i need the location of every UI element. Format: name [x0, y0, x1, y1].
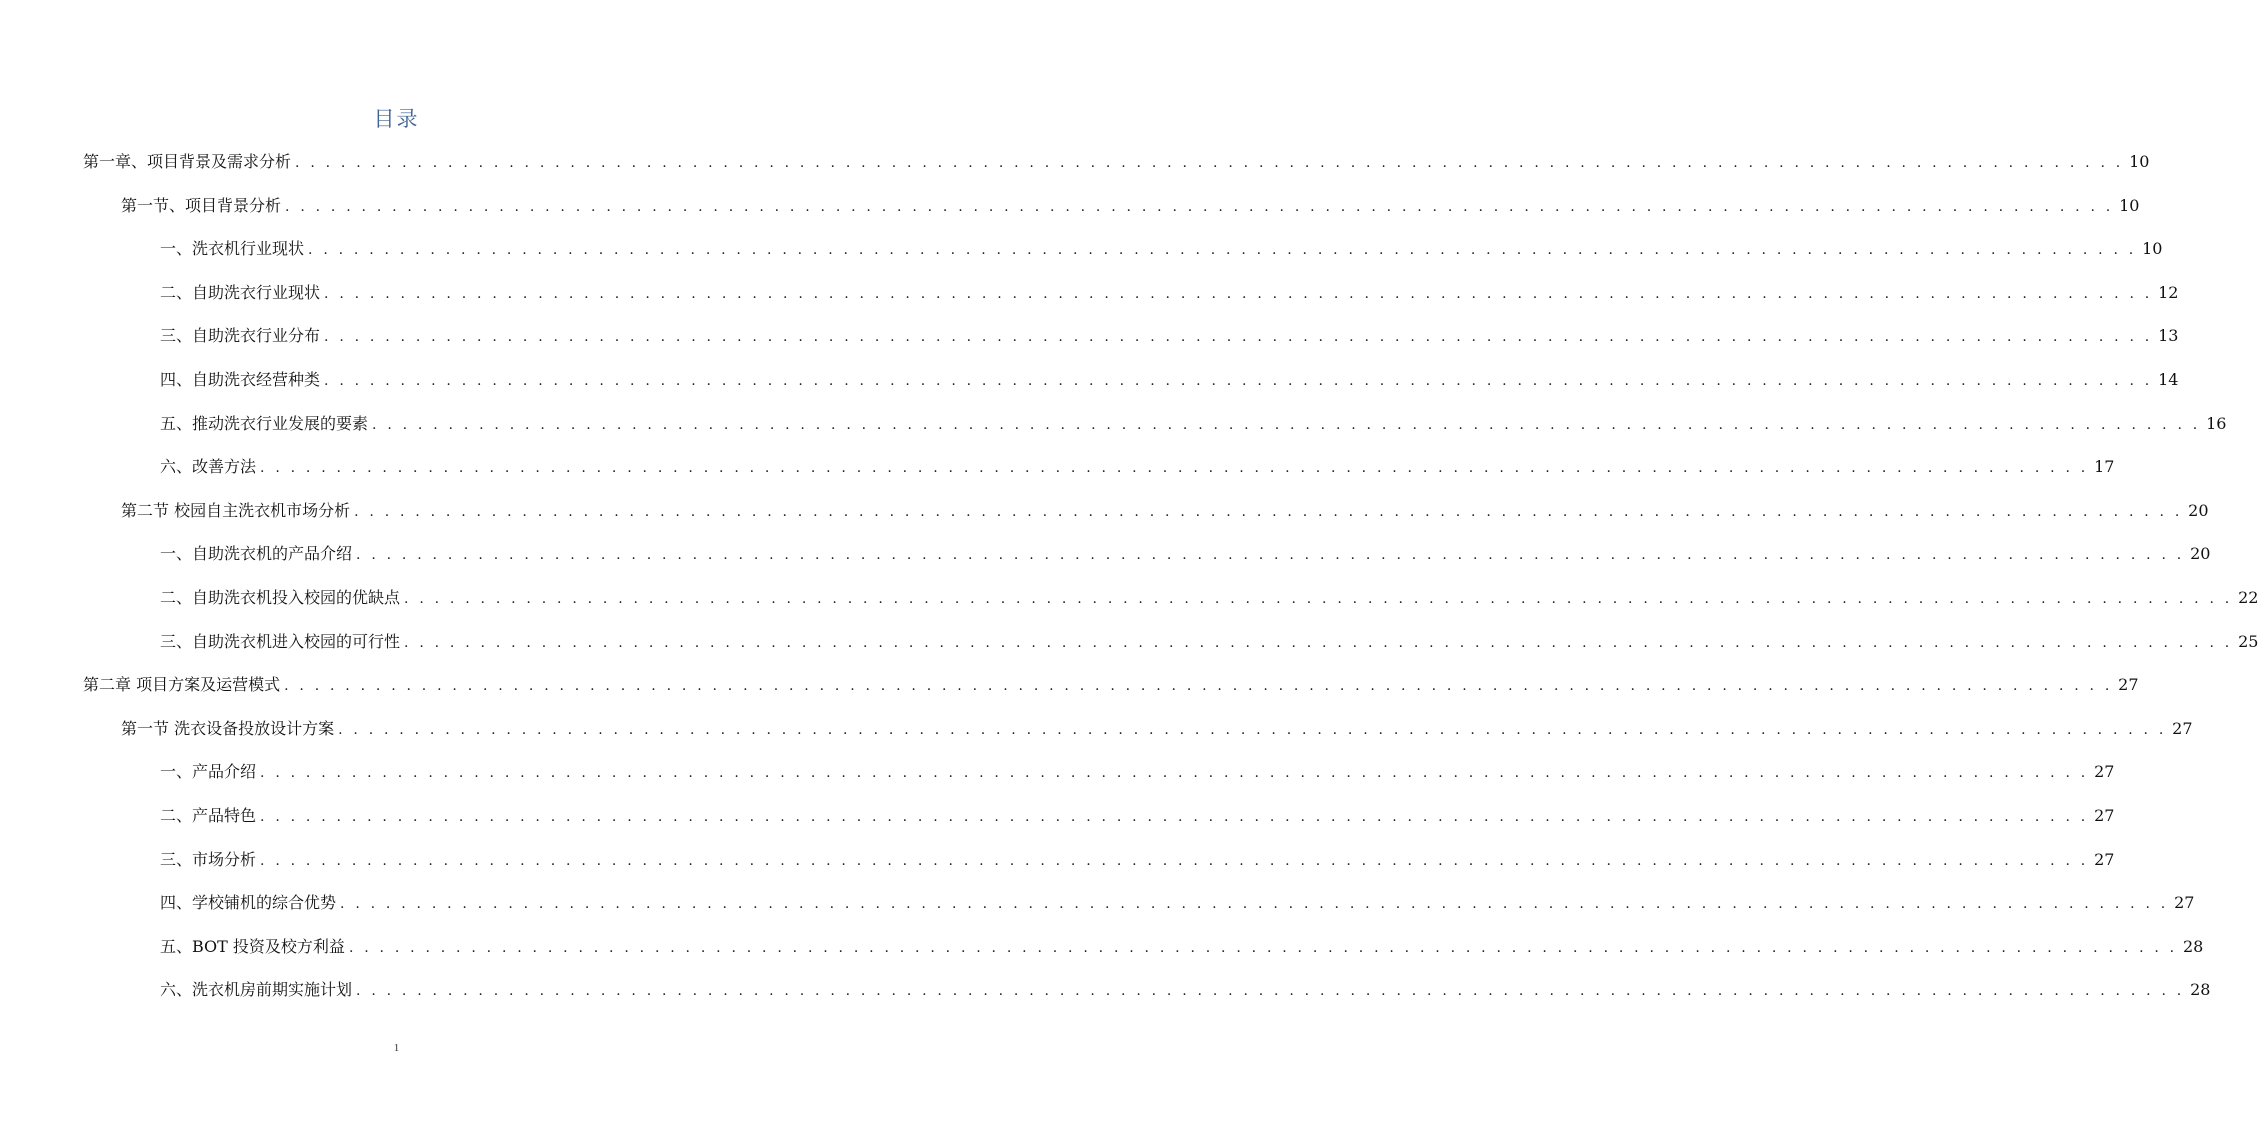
toc-dot-leader: . . . . . . . . . . . . . . . . . . . . . . . . . . . . . . . . . . . . . . . . . . . . . . . . . . . . . . . . . . . . . . . . . . . . . . . . . . . . . . . . . . . . . . . . . . . . . . . . . . . . . . . . . . . . . . . . . . . . . . . .: [356, 983, 2185, 1000]
toc-entry-label: 三、市场分析: [160, 849, 257, 869]
toc-entry-page: 10: [2119, 195, 2140, 215]
toc-entry-label: 六、改善方法: [160, 457, 257, 477]
toc-entry-page: 27: [2094, 849, 2115, 869]
toc-entry[interactable]: [160, 278, 2179, 308]
toc-dot-leader: . . . . . . . . . . . . . . . . . . . . . . . . . . . . . . . . . . . . . . . . . . . . . . . . . . . . . . . . . . . . . . . . . . . . . . . . . . . . . . . . . . . . . . . . . . . . . . . . . . . . . . . . . . . . . . . . . . . . . . . .: [285, 198, 2114, 215]
toc-entry-page: 22: [2238, 588, 2258, 607]
toc-dot-leader: . . . . . . . . . . . . . . . . . . . . . . . . . . . . . . . . . . . . . . . . . . . . . . . . . . . . . . . . . . . . . . . . . . . . . . . . . . . . . . . . . . . . . . . . . . . . . . . . . . . . . . . . . . . . . . . . . . . . . . . .: [404, 634, 2233, 651]
toc-entry-label: 五、BOT 投资及校方利益: [160, 936, 345, 956]
toc-dot-leader: . . . . . . . . . . . . . . . . . . . . . . . . . . . . . . . . . . . . . . . . . . . . . . . . . . . . . . . . . . . . . . . . . . . . . . . . . . . . . . . . . . . . . . . . . . . . . . . . . . . . . . . . . . . . . . . . . . . . . . . .: [340, 896, 2169, 913]
toc-entry-label: 二、产品特色: [160, 806, 257, 825]
toc-entry-page: 25: [2238, 631, 2258, 651]
toc-entry[interactable]: [160, 801, 2115, 831]
toc-entry[interactable]: [160, 452, 2115, 482]
toc-entry-label: 三、自助洗衣机进入校园的可行性: [160, 631, 401, 651]
toc-dot-leader: . . . . . . . . . . . . . . . . . . . . . . . . . . . . . . . . . . . . . . . . . . . . . . . . . . . . . . . . . . . . . . . . . . . . . . . . . . . . . . . . . . . . . . . . . . . . . . . . . . . . . . . . . . . . . . . . . . . . . . . .: [260, 765, 2089, 782]
toc-dot-leader: . . . . . . . . . . . . . . . . . . . . . . . . . . . . . . . . . . . . . . . . . . . . . . . . . . . . . . . . . . . . . . . . . . . . . . . . . . . . . . . . . . . . . . . . . . . . . . . . . . . . . . . . . . . . . . . . . . . . . . . .: [308, 242, 2137, 259]
toc-entry-label: 第一节 洗衣设备投放设计方案: [121, 718, 335, 738]
toc-dot-leader: . . . . . . . . . . . . . . . . . . . . . . . . . . . . . . . . . . . . . . . . . . . . . . . . . . . . . . . . . . . . . . . . . . . . . . . . . . . . . . . . . . . . . . . . . . . . . . . . . . . . . . . . . . . . . . . . . . . . . . . .: [260, 460, 2089, 477]
toc-dot-leader: . . . . . . . . . . . . . . . . . . . . . . . . . . . . . . . . . . . . . . . . . . . . . . . . . . . . . . . . . . . . . . . . . . . . . . . . . . . . . . . . . . . . . . . . . . . . . . . . . . . . . . . . . . . . . . . . . . . . . . . .: [324, 373, 2153, 389]
toc-dot-leader: . . . . . . . . . . . . . . . . . . . . . . . . . . . . . . . . . . . . . . . . . . . . . . . . . . . . . . . . . . . . . . . . . . . . . . . . . . . . . . . . . . . . . . . . . . . . . . . . . . . . . . . . . . . . . . . . . . . . . . . .: [260, 852, 2089, 869]
toc-entry[interactable]: [160, 627, 2258, 657]
toc-entry[interactable]: [160, 845, 2115, 875]
toc-dot-leader: . . . . . . . . . . . . . . . . . . . . . . . . . . . . . . . . . . . . . . . . . . . . . . . . . . . . . . . . . . . . . . . . . . . . . . . . . . . . . . . . . . . . . . . . . . . . . . . . . . . . . . . . . . . . . . . . . . . . . . . .: [295, 155, 2124, 171]
toc-entry[interactable]: [160, 539, 2211, 569]
toc-dot-leader: . . . . . . . . . . . . . . . . . . . . . . . . . . . . . . . . . . . . . . . . . . . . . . . . . . . . . . . . . . . . . . . . . . . . . . . . . . . . . . . . . . . . . . . . . . . . . . . . . . . . . . . . . . . . . . . . . . . . . . . .: [348, 939, 2178, 956]
toc-dot-leader: . . . . . . . . . . . . . . . . . . . . . . . . . . . . . . . . . . . . . . . . . . . . . . . . . . . . . . . . . . . . . . . . . . . . . . . . . . . . . . . . . . . . . . . . . . . . . . . . . . . . . . . . . . . . . . . . . . . . . . . .: [404, 591, 2233, 607]
toc-entry-label: 六、洗衣机房前期实施计划: [160, 980, 353, 1000]
toc-entry-label: 一、洗衣机行业现状: [160, 239, 305, 259]
toc-entry[interactable]: [160, 888, 2195, 918]
toc-entry-label: 第二章 项目方案及运营模式: [83, 675, 281, 695]
toc-entry-label: 五、推动洗衣行业发展的要素: [160, 413, 369, 433]
toc-title: 目录: [373, 107, 420, 131]
toc-dot-leader: . . . . . . . . . . . . . . . . . . . . . . . . . . . . . . . . . . . . . . . . . . . . . . . . . . . . . . . . . . . . . . . . . . . . . . . . . . . . . . . . . . . . . . . . . . . . . . . . . . . . . . . . . . . . . . . . . . . . . . . .: [324, 285, 2153, 302]
toc-dot-leader: . . . . . . . . . . . . . . . . . . . . . . . . . . . . . . . . . . . . . . . . . . . . . . . . . . . . . . . . . . . . . . . . . . . . . . . . . . . . . . . . . . . . . . . . . . . . . . . . . . . . . . . . . . . . . . . . . . . . . . . .: [260, 809, 2089, 825]
toc-entry-page: 10: [2142, 239, 2163, 259]
toc-entry-label: 第一章、项目背景及需求分析: [83, 152, 292, 171]
toc-entry-label: 四、自助洗衣经营种类: [160, 370, 321, 389]
toc-entry[interactable]: [121, 191, 2140, 221]
toc-entry-label: 二、自助洗衣行业现状: [160, 282, 321, 302]
toc-entry-page: 20: [2190, 544, 2211, 564]
toc-dot-leader: . . . . . . . . . . . . . . . . . . . . . . . . . . . . . . . . . . . . . . . . . . . . . . . . . . . . . . . . . . . . . . . . . . . . . . . . . . . . . . . . . . . . . . . . . . . . . . . . . . . . . . . . . . . . . . . . . . . . . . . .: [324, 329, 2153, 346]
toc-entry[interactable]: [160, 583, 2258, 613]
toc-entry[interactable]: [160, 234, 2163, 264]
toc-entry[interactable]: [160, 409, 2227, 439]
toc-entry-page: 27: [2118, 675, 2139, 695]
toc-entry-page: 28: [2190, 980, 2211, 1000]
toc-entry-page: 12: [2158, 282, 2179, 302]
toc-entry-page: 27: [2094, 762, 2115, 782]
toc-entry-page: 13: [2158, 326, 2179, 346]
toc-entry-label: 一、自助洗衣机的产品介绍: [160, 544, 353, 564]
toc-entry-page: 20: [2188, 500, 2209, 520]
toc-entry-label: 第一节、项目背景分析: [121, 195, 282, 215]
toc-dot-leader: . . . . . . . . . . . . . . . . . . . . . . . . . . . . . . . . . . . . . . . . . . . . . . . . . . . . . . . . . . . . . . . . . . . . . . . . . . . . . . . . . . . . . . . . . . . . . . . . . . . . . . . . . . . . . . . . . . . . . . . .: [354, 503, 2183, 520]
toc-entry-page: 16: [2206, 413, 2227, 433]
toc-entry[interactable]: [160, 365, 2179, 395]
toc-entry-page: 27: [2174, 893, 2195, 913]
toc-entry[interactable]: [121, 496, 2209, 526]
toc-dot-leader: . . . . . . . . . . . . . . . . . . . . . . . . . . . . . . . . . . . . . . . . . . . . . . . . . . . . . . . . . . . . . . . . . . . . . . . . . . . . . . . . . . . . . . . . . . . . . . . . . . . . . . . . . . . . . . . . . . . . . . . .: [338, 721, 2167, 738]
toc-entry-label: 四、学校铺机的综合优势: [160, 893, 337, 913]
page-number: 1: [393, 1042, 400, 1054]
toc-entry-label: 二、自助洗衣机投入校园的优缺点: [160, 588, 401, 607]
toc-dot-leader: . . . . . . . . . . . . . . . . . . . . . . . . . . . . . . . . . . . . . . . . . . . . . . . . . . . . . . . . . . . . . . . . . . . . . . . . . . . . . . . . . . . . . . . . . . . . . . . . . . . . . . . . . . . . . . . . . . . . . . . .: [356, 547, 2185, 564]
toc-entry-page: 27: [2094, 806, 2115, 825]
toc-entry[interactable]: [83, 670, 2139, 700]
toc-entry[interactable]: [83, 147, 2150, 177]
toc-entry[interactable]: [160, 321, 2179, 351]
toc-entry-label: 第二节 校园自主洗衣机市场分析: [121, 500, 351, 520]
toc-entry-label: 三、自助洗衣行业分布: [160, 326, 321, 346]
toc-entry[interactable]: [121, 714, 2193, 744]
toc-entry-page: 27: [2172, 718, 2193, 738]
toc-dot-leader: . . . . . . . . . . . . . . . . . . . . . . . . . . . . . . . . . . . . . . . . . . . . . . . . . . . . . . . . . . . . . . . . . . . . . . . . . . . . . . . . . . . . . . . . . . . . . . . . . . . . . . . . . . . . . . . . . . . . . . . .: [372, 416, 2201, 433]
toc-dot-leader: . . . . . . . . . . . . . . . . . . . . . . . . . . . . . . . . . . . . . . . . . . . . . . . . . . . . . . . . . . . . . . . . . . . . . . . . . . . . . . . . . . . . . . . . . . . . . . . . . . . . . . . . . . . . . . . . . . . . . . . .: [284, 678, 2113, 695]
toc-entry-label: 一、产品介绍: [160, 762, 257, 782]
toc-entry-page: 17: [2094, 457, 2115, 477]
toc-entry-page: 28: [2182, 936, 2204, 956]
toc-entry-page: 10: [2129, 152, 2150, 171]
toc-entry[interactable]: [160, 757, 2115, 787]
toc-entry[interactable]: [160, 975, 2211, 1005]
toc-entry[interactable]: [160, 932, 2204, 962]
toc-entry-page: 14: [2158, 370, 2179, 389]
